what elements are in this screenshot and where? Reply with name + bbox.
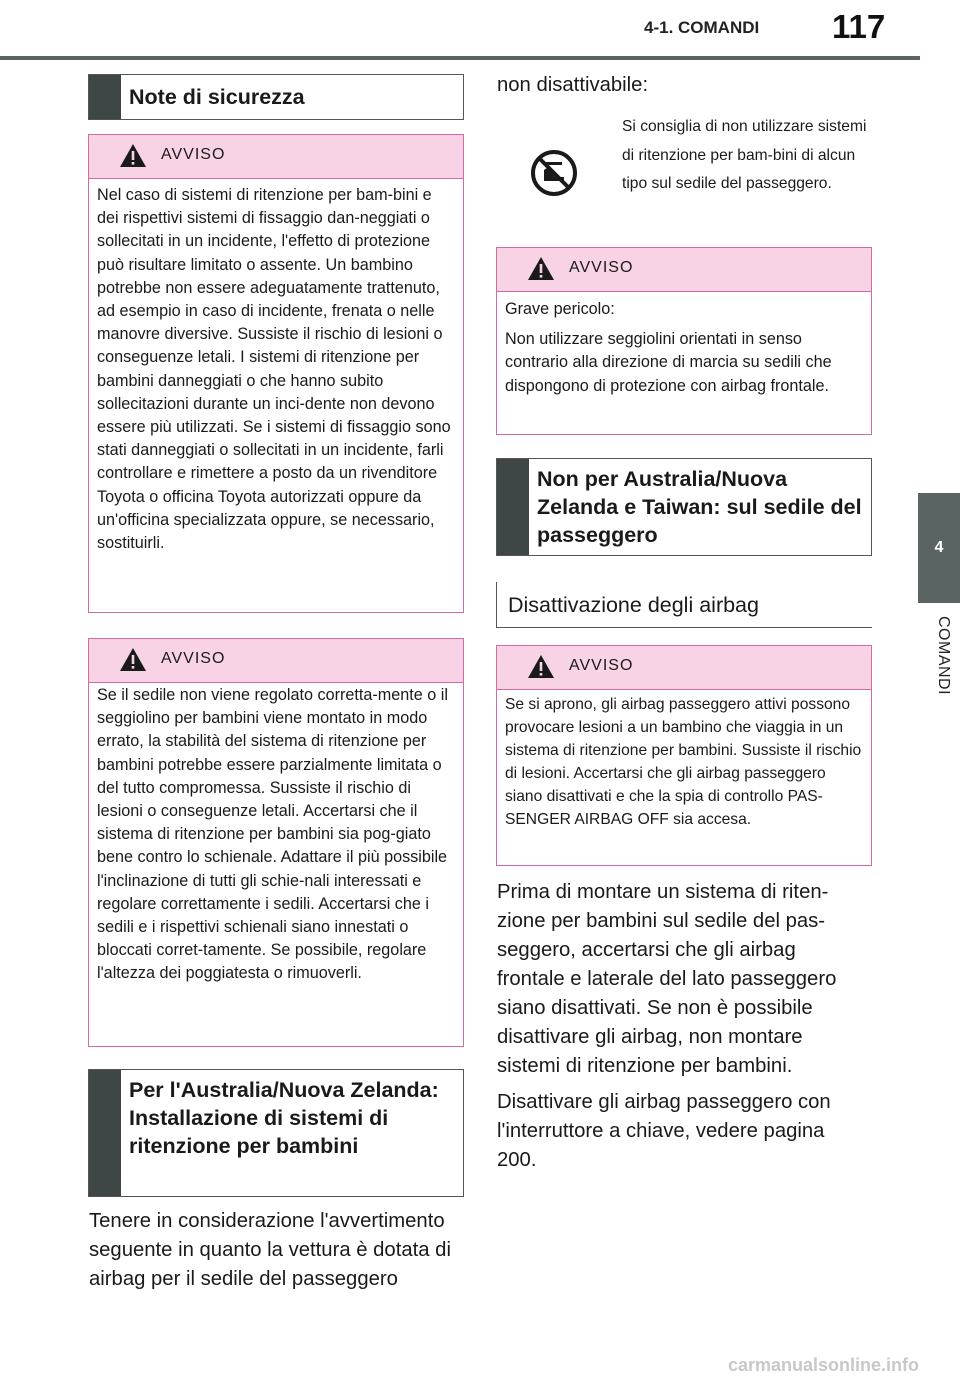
warning-body (89, 179, 463, 555)
heading-bar (89, 75, 121, 119)
prohibition-text: Si consiglia di non utilizzare sistemi di ritenzione per bam-bini di alcun tipo sul sedile del passeggero. (622, 118, 867, 192)
warning-box-3 (496, 247, 872, 435)
warning-text: Se si aprono, gli airbag passeggero attivi possono provocare lesioni a un bambino che viaggia in un sistema di ritenzione per bambini. Sussiste il rischio di lesioni. Accertarsi che gli airbag passeggero siano disattivati e che la spia di controllo PAS-SENGER AIRBAG OFF sia accesa. (505, 696, 862, 828)
warning-triangle-icon (119, 647, 147, 672)
warning-header (89, 639, 463, 683)
warning-title: AVVISO (569, 259, 634, 276)
no-child-seat-icon (531, 150, 577, 196)
header-rule (0, 56, 920, 60)
warning-title: AVVISO (161, 146, 226, 163)
heading-bar (89, 1070, 121, 1196)
australia-paragraph (89, 1207, 467, 1294)
chapter-tab: 4 (918, 493, 960, 603)
heading-bar (497, 459, 529, 555)
watermark: carmanualsonline.info (728, 1355, 920, 1375)
paragraph-2: Disattivare gli airbag passeggero con l'interruttore a chiave, vedere pagina 200. (497, 1091, 831, 1171)
intro-paragraph (497, 71, 873, 100)
warning-body (497, 292, 871, 398)
warning-title: AVVISO (569, 657, 634, 674)
non-australia-heading (496, 458, 872, 556)
airbag-paragraphs (497, 878, 869, 1175)
warning-box-1 (88, 134, 464, 613)
safety-notes-heading (88, 74, 464, 120)
warning-box-2 (88, 638, 464, 1047)
warning-triangle-icon (119, 143, 147, 168)
australia-title: Per l'Australia/Nuova Zelanda: Installazione di sistemi di ritenzione per bambini (129, 1078, 439, 1158)
warning-body (89, 683, 463, 986)
airbag-section-heading (496, 582, 872, 628)
warning-header (497, 248, 871, 292)
warning-text: Nel caso di sistemi di ritenzione per bam-bini e dei rispettivi sistemi di fissaggio dan-neggiati o sollecitati in un incidente, l'effetto di protezione può risultare limitato o assente. Un bambino potrebbe non essere adeguatamente trattenuto, ad esempio in caso di incidente, frenata o nelle manovre diversive. Sussiste il rischio di lesioni o conseguenze letali. I sistemi di ritenzione per bambini danneggiati o che hanno subito sollecitazioni durante un inci-dente non devono essere più utilizzati. Se i sistemi di fissaggio sono stati danneggiati o sollecitati in un incidente, farli controllare e rimettere a posto da un rivenditore Toyota o officina Toyota autorizzati oppure da un'officina specializzata oppure, se necessario, sostituirli. (97, 186, 451, 553)
non-australia-title: Non per Australia/Nuova Zelanda e Taiwan: sul sedile del passeggero (537, 467, 862, 547)
airbag-section-title: Disattivazione degli airbag (508, 593, 759, 617)
warning-triangle-icon (527, 654, 555, 679)
australia-text: Tenere in considerazione l'avvertimento seguente in quanto la vettura è dotata di airbag per il sedile del passeggero (89, 1210, 451, 1290)
warning-text: Se il sedile non viene regolato corretta-mente o il seggiolino per bambini viene montato in modo errato, la stabilità del sistema di ritenzione per bambini potrebbe essere parzialmente limitata o del tutto compromessa. Sussiste il rischio di lesioni o conseguenze letali. Accertarsi che il sistema di ritenzione per bambini sia pog-giato bene contro lo schienale. Adattare il più possibile l'inclinazione di tutti gli schie-nali interessati e regolare correttamente i sedili. Accertarsi che i sedili e i rispettivi schienali siano innestati o bloccati corret-tamente. Se possibile, regolare l'altezza dei poggiatesta o rimuoverli. (97, 686, 448, 983)
warning-header (497, 646, 871, 690)
safety-notes-title: Note di sicurezza (129, 85, 305, 109)
australia-heading (88, 1069, 464, 1197)
chapter-tab-label: COMANDI (935, 616, 952, 696)
warning-header (89, 135, 463, 179)
paragraph-1: Prima di montare un sistema di riten-zione per bambini sul sedile del pas-seggero, accertarsi che gli airbag frontale e laterale del lato passeggero siano disattivati. Se non è possibile disattivare gli airbag, non montare sistemi di ritenzione per bambini. (497, 881, 837, 1077)
warning-body (497, 690, 871, 831)
page-number: 117 (832, 8, 886, 45)
warning-title: AVVISO (161, 650, 226, 667)
warning-box-4 (496, 645, 872, 866)
warning-line2: Non utilizzare seggiolini orientati in senso contrario alla direzione di marcia su sedili che dispongono di protezione con airbag frontale. (505, 330, 832, 395)
section-header: 4-1. COMANDI (644, 18, 760, 37)
warning-line1: Grave pericolo: (505, 300, 615, 318)
warning-triangle-icon (527, 256, 555, 281)
intro-text: non disattivabile: (497, 74, 649, 96)
